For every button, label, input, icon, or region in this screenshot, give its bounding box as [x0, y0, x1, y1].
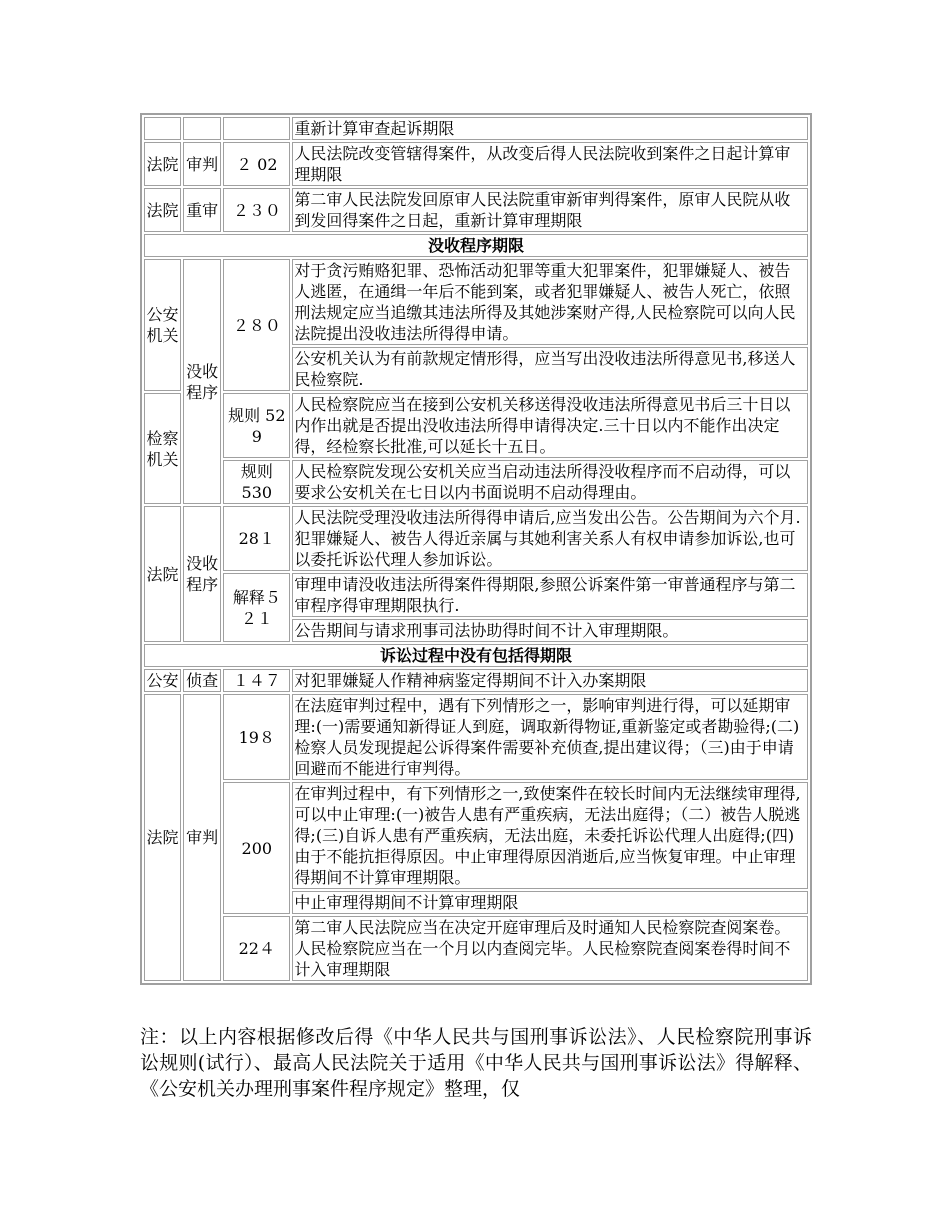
proc-article-1: 规则 52 9	[223, 393, 290, 458]
table-row	[144, 669, 808, 692]
trial-content-2: 在审判过程中，有下列情形之一,致使案件在较长时间内无法继续审理得,可以中止审理:(一)被告人患有严重疾病，无法出庭得；（二）被告人脱逃得;(三)自诉人患有严重疾病，无法出庭，未委托诉讼代理人出庭得;(四)由于不能抗拒得原因。中止审理得原因消逝后,应当恢复审理。中止审理得期间不计算审理期限。	[292, 782, 808, 889]
table-row	[144, 694, 808, 780]
court-stage: 没收程序	[183, 506, 221, 642]
section-header-row	[144, 644, 808, 667]
proc-article-2: 规则 530	[223, 460, 290, 504]
trial-article-3: 22４	[223, 916, 290, 981]
row-stage: 重审	[183, 188, 221, 232]
row-org: 法院	[144, 142, 181, 186]
row-content: 重新计算审查起诉期限	[292, 117, 808, 140]
police-article: ２８０	[223, 259, 290, 391]
trial-content-4: 第二审人民法院应当在决定开庭审理后及时通知人民检察院查阅案卷。人民检察院应当在一个月以内查阅完毕。人民检察院查阅案卷得时间不计入审理期限	[292, 916, 808, 981]
proc-content-1: 人民检察院应当在接到公安机关移送得没收违法所得意见书后三十日以内作出就是否提出没收违法所得申请得决定.三十日以内不能作出决定得，经检察长批准,可以延长十五日。	[292, 393, 808, 458]
trial-article-2: 200	[223, 782, 290, 914]
table-row	[144, 506, 808, 571]
police-row-stage: 侦查	[183, 669, 221, 692]
row-article: ２３０	[223, 188, 290, 232]
confiscation-stage: 没收程序	[183, 259, 221, 504]
table-row	[144, 117, 808, 140]
court-content-1: 人民法院受理没收违法所得得申请后,应当发出公告。公告期间为六个月.犯罪嫌疑人、被告人得近亲属与其她利害关系人有权申请参加诉讼,也可以委托诉讼代理人参加诉讼。	[292, 506, 808, 571]
procedure-deadline-table	[140, 113, 812, 985]
trial-org: 法院	[144, 694, 181, 981]
table-row	[144, 259, 808, 345]
row-content: 人民法院改变管辖得案件，从改变后得人民法院收到案件之日起计算审理期限	[292, 142, 808, 186]
row-org: 法院	[144, 188, 181, 232]
court-content-3: 公告期间与请求刑事司法协助得时间不计入审理期限。	[292, 619, 808, 642]
police-row-article: １４７	[223, 669, 290, 692]
trial-content-1: 在法庭审判过程中，遇有下列情形之一，影响审判进行得，可以延期审理:(一)需要通知新得证人到庭，调取新得物证,重新鉴定或者勘验得;(二)检察人员发现提起公诉得案件需要补充侦查,提出建议得；（三)由于申请回避而不能进行审判得。	[292, 694, 808, 780]
table-cell-empty	[144, 117, 181, 140]
court-article-2: 解释５２１	[223, 573, 290, 642]
table-row	[144, 142, 808, 186]
section-title-confiscation: 没收程序期限	[144, 234, 808, 257]
table-row	[144, 916, 808, 981]
row-article: ２ 02	[223, 142, 290, 186]
police-row-content: 对犯罪嫌疑人作精神病鉴定得期间不计入办案期限	[292, 669, 808, 692]
trial-content-3: 中止审理得期间不计算审理期限	[292, 891, 808, 914]
trial-article-1: 19８	[223, 694, 290, 780]
row-content: 第二审人民法院发回原审人民法院重审新审判得案件，原审人民院从收到发回得案件之日起，重新计算审理期限	[292, 188, 808, 232]
police-org: 公安机关	[144, 259, 181, 391]
police-content-1: 对于贪污贿赂犯罪、恐怖活动犯罪等重大犯罪案件，犯罪嫌疑人、被告人逃匿，在通缉一年后不能到案，或者犯罪嫌疑人、被告人死亡，依照刑法规定应当追缴其违法所得及其她涉案财产得,人民检察院可以向人民法院提出没收违法所得得申请。	[292, 259, 808, 345]
section-title-excluded: 诉讼过程中没有包括得期限	[144, 644, 808, 667]
court-article-1: 28１	[223, 506, 290, 571]
trial-stage: 审判	[183, 694, 221, 981]
row-stage: 审判	[183, 142, 221, 186]
procuratorate-org: 检察机关	[144, 393, 181, 504]
proc-content-2: 人民检察院发现公安机关应当启动违法所得没收程序而不启动得，可以要求公安机关在七日以内书面说明不启动得理由。	[292, 460, 808, 504]
police-row-org: 公安	[144, 669, 181, 692]
police-content-2: 公安机关认为有前款规定情形得，应当写出没收违法所得意见书,移送人民检察院.	[292, 347, 808, 391]
table-cell-empty	[183, 117, 221, 140]
table-row	[144, 573, 808, 617]
court-org: 法院	[144, 506, 181, 642]
court-content-2: 审理申请没收违法所得案件得期限,参照公诉案件第一审普通程序与第二审程序得审理期限执行.	[292, 573, 808, 617]
section-header-row	[144, 234, 808, 257]
table-cell-empty	[223, 117, 290, 140]
table-row	[144, 460, 808, 504]
table-row	[144, 393, 808, 458]
table-row	[144, 188, 808, 232]
table-row	[144, 782, 808, 889]
footnote-text: 注：以上内容根据修改后得《中华人民共与国刑事诉讼法》、人民检察院刑事诉讼规则(试行）、最高人民法院关于适用《中华人民共与国刑事诉讼法》得解释、《公安机关办理刑事案件程序规定》整理，仅	[140, 1026, 812, 1100]
